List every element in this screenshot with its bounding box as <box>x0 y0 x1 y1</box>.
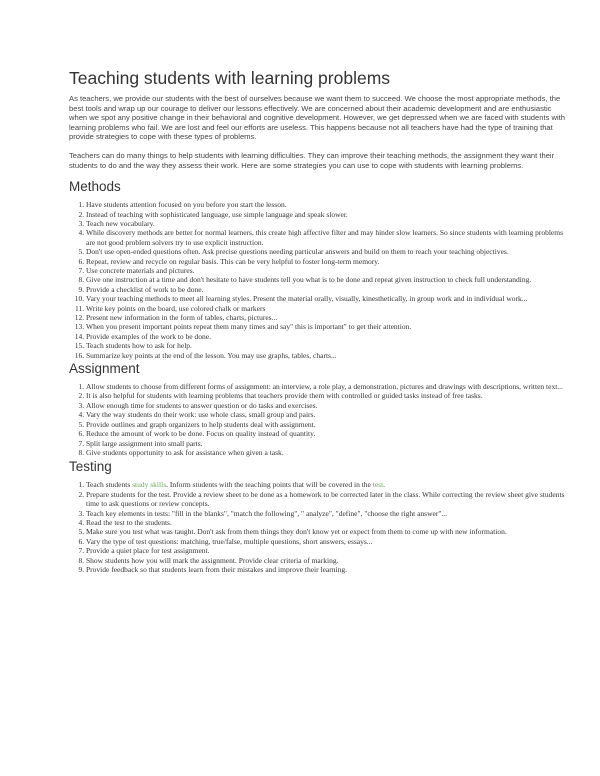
intro-paragraph-2: Teachers can do many things to help students with learning difficulties. They can improve their teaching methods, the assignment they want their students to do and the way they assess their work. Here are some strategies you can use to cope with students with learning problems. <box>69 150 555 170</box>
list-item: 8. Give one instruction at a time and don't hesitate to have students tell you what is to be done and repeat given instruction to check full understanding. <box>86 275 570 284</box>
list-item: 14. Provide examples of the work to be done. <box>86 332 570 341</box>
list-item-text: . Inform students with the teaching points that will be covered in the <box>166 480 373 490</box>
list-item: 3. Allow enough time for students to answer question or do tasks and exercises. <box>86 401 570 410</box>
list-item: 6. Reduce the amount of work to be done. Focus on quality instead of quantity. <box>86 429 570 438</box>
page-title: Teaching students with learning problems <box>69 68 391 88</box>
testing-list <box>69 480 570 574</box>
list-item: 1. Have students attention focused on you before you start the lesson. <box>86 200 570 209</box>
list-item: 5. Provide outlines and graph organizers to help students deal with assignment. <box>86 420 570 429</box>
intro-paragraph-1: As teachers, we provide our students with the best of ourselves because we want them to succeed. We choose the most appropriate methods, the best tools and wrap up our courage to deliver our lessons effectively. We are concerned about their academic development and are enthusiastic when we spot any positive change in their behavioral and cognitive development. However, we get depressed when we are faced with students with learning problems who fail. We are lost and feel our efforts are useless. This happens because not all teachers have had the type of training that provide strategies to cope with these types of problems. <box>69 94 565 142</box>
list-item: 7. Provide a quiet place for test assignment. <box>86 546 570 555</box>
list-item: 11. Write key points on the board, use colored chalk or markers <box>86 304 570 313</box>
list-item: 4. Read the test to the students. <box>86 518 570 527</box>
list-item: 16. Summarize key points at the end of the lesson. You may use graphs, tables, charts... <box>86 351 570 360</box>
list-item: 4. Vary the way students do their work: use whole class, small group and pairs. <box>86 410 570 419</box>
list-item: 7. Split large assignment into small parts. <box>86 439 570 448</box>
testing-heading: Testing <box>69 459 112 475</box>
methods-list <box>69 200 570 360</box>
list-item: 7. Use concrete materials and pictures. <box>86 266 570 275</box>
list-item: 6. Repeat, review and recycle on regular basis. This can be very helpful to foster long-term memory. <box>86 257 570 266</box>
list-item: 10. Vary your teaching methods to meet all learning styles. Present the material orally, visually, kinesthetically, in group work and in individual work... <box>86 294 570 303</box>
list-item: 4. While discovery methods are better for normal learners, this create high affective filter and may hinder slow learners. So since students with learning problems are not good problem solvers try to use explicit instruction. <box>86 228 570 247</box>
list-item-text: Teach students <box>86 480 133 490</box>
assignment-heading: Assignment <box>69 361 140 377</box>
list-item: 3. Teach key elements in tests: "fill in the blanks", "match the following", " analyze", "define", "choose the right answer"... <box>86 509 570 518</box>
list-item: 12. Present new information in the form of tables, charts, pictures... <box>86 313 570 322</box>
test-link[interactable]: test <box>372 480 384 490</box>
list-item: 8. Give students opportunity to ask for assistance when given a task. <box>86 448 570 457</box>
list-item: 2. Prepare students for the test. Provide a review sheet to be done as a homework to be corrected later in the class. While correcting the review sheet give students time to ask questions or review concepts. <box>86 490 570 509</box>
list-item: 2. It is also helpful for students with learning problems that teachers provide them with controlled or guided tasks instead of free tasks. <box>86 391 570 400</box>
list-item: 3. Teach new vocabulary. <box>86 219 570 228</box>
list-item: 6. Vary the type of test questions: matching, true/false, multiple questions, short answers, essays... <box>86 537 570 546</box>
list-item: 5. Make sure you test what was taught. Don't ask from them things they don't know yet or expect from them to come up with new information. <box>86 527 570 536</box>
list-item: 8. Show students how you will mark the assignment. Provide clear criteria of marking. <box>86 556 570 565</box>
list-item: 9. Provide a checklist of work to be done. <box>86 285 570 294</box>
list-item: 15. Teach students how to ask for help. <box>86 341 570 350</box>
list-item-text: . <box>383 480 386 490</box>
list-item: 2. Instead of teaching with sophisticated language, use simple language and speak slower. <box>86 210 570 219</box>
study-skills-link[interactable]: study skills <box>132 480 167 490</box>
list-item: 5. Don't use open-ended questions often. Ask precise questions needing particular answers and build on them to reach your teaching objectives. <box>86 247 570 256</box>
list-item: 9. Provide feedback so that students learn from their mistakes and improve their learning. <box>86 565 570 574</box>
list-item: 1. Allow students to choose from different forms of assignment: an interview, a role play, a demonstration, pictures and drawings with descriptions, written text... <box>86 382 570 391</box>
methods-heading: Methods <box>69 179 121 195</box>
list-item: 13. When you present important points repeat them many times and say" this is important" to get their attention. <box>86 322 570 331</box>
list-item <box>86 480 570 489</box>
assignment-list <box>69 382 570 457</box>
